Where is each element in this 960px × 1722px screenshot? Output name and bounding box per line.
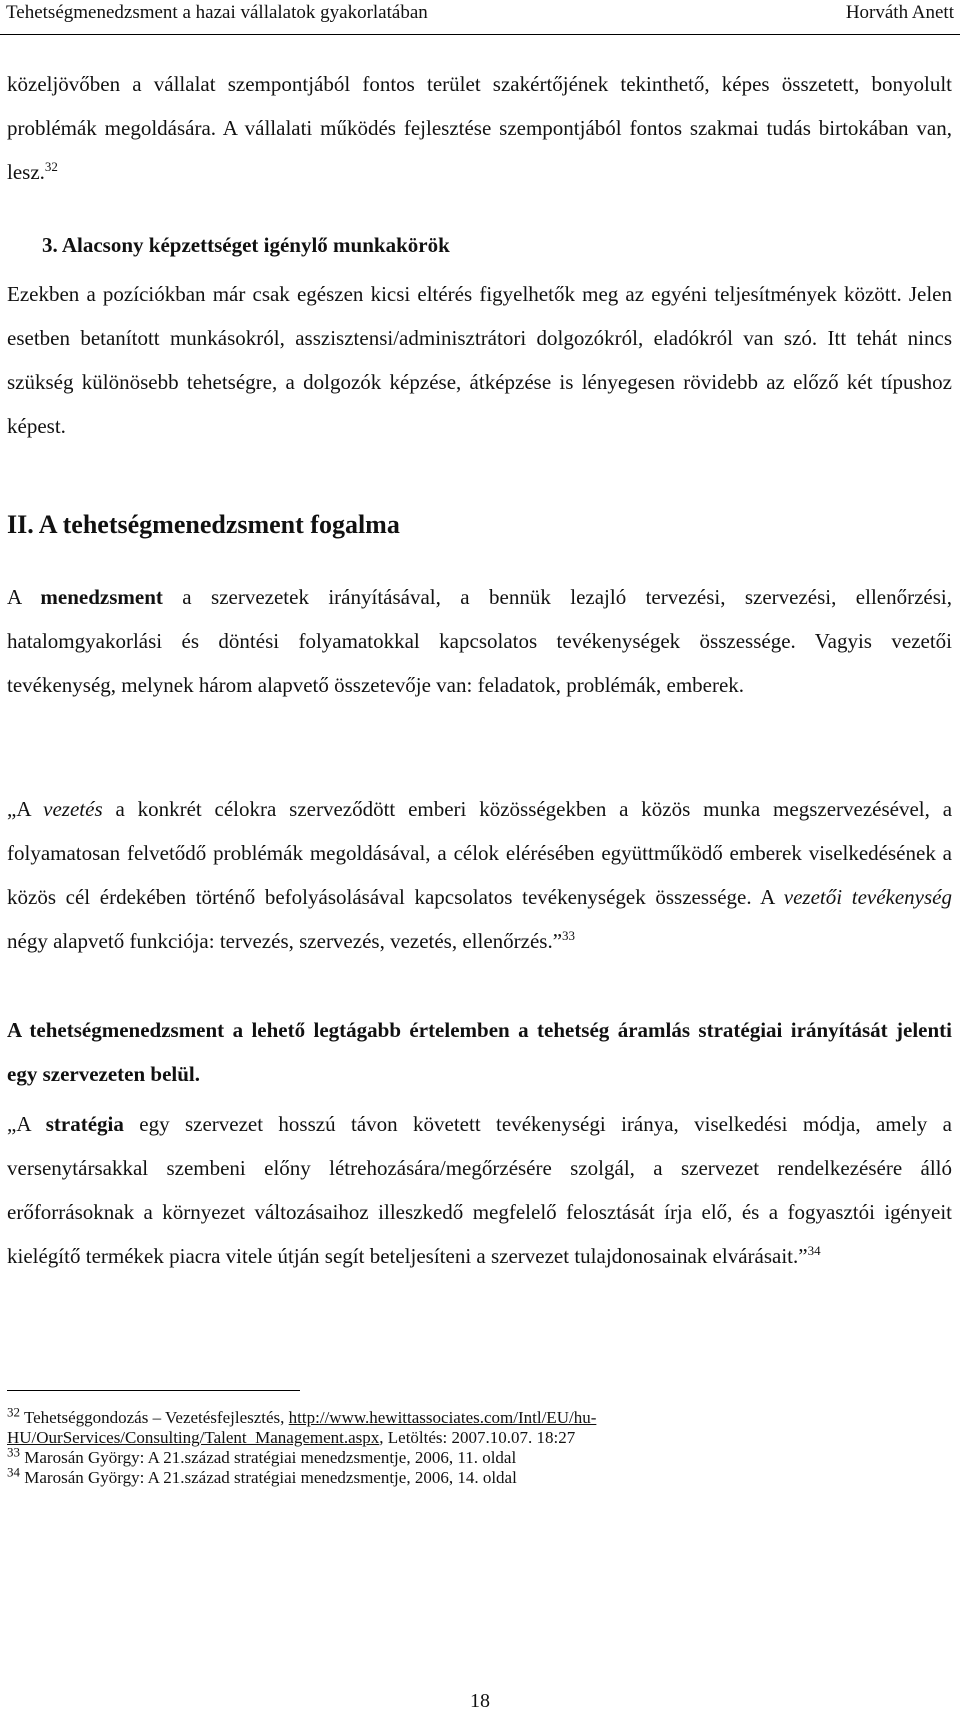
term-management: menedzsment — [40, 585, 163, 609]
footnote-number: 34 — [7, 1464, 20, 1480]
paragraph-talent-management-definition: A tehetségmenedzsment a lehető legtágabb értelemben a tehetség áramlás stratégiai irányítását jelenti egy szervezeten belül. — [7, 1018, 952, 1086]
section-heading-3: 3. Alacsony képzettséget igénylő munkakörök — [42, 233, 450, 257]
paragraph-management-definition — [7, 575, 952, 707]
footnote-32 — [7, 1404, 952, 1448]
running-header — [0, 0, 960, 35]
text-run: a szervezetek irányításával, a bennük lezajló tervezési, szervezési, ellenőrzési, hatalomgyakorlási és döntési folyamatokkal kapcsolatos tevékenységek összessége. Vagyis vezetői tevékenység, melynek három alapvető összetevője van: feladatok, problémák, emberek. — [7, 585, 952, 697]
footnote-separator — [7, 1390, 300, 1391]
text-run: a konkrét célokra szerveződött emberi közösségekben a közös munka megszervezésével, a folyamatosan felvetődő problémák megoldásával, a célok elérésében együttműködő emberek viselkedésének a közös cél érdekében történő befolyásolásával kapcsolatos tevékenységek összessége. A — [7, 797, 953, 909]
footnote-33 — [7, 1444, 952, 1468]
page-number: 18 — [470, 1690, 490, 1712]
term-leadership: vezetés — [43, 797, 103, 821]
footnote-text: Marosán György: A 21.század stratégiai menedzsmentje, 2006, 14. oldal — [20, 1468, 517, 1487]
footnote-text: , Letöltés: 2007.10.07. 18:27 — [379, 1428, 576, 1447]
header-author: Horváth Anett — [845, 2, 954, 23]
term-strategy: stratégia — [45, 1112, 124, 1136]
text-run: „A — [7, 797, 44, 821]
text-run: egy szervezet hosszú távon követett tevékenységi iránya, viselkedési módja, amely a versenytársakkal szembeni előny létrehozására/megőrzésére szolgál, a szervezet rendelkezésére álló erőforrásoknak a környezet változásaihoz illeszkedő megfelelő felosztását írja elő, és a fogyasztói igényeit kielégítő termékek piacra vitele útján segít beteljesíteni a szervezet tulajdonosainak elvárásait.” — [7, 1112, 953, 1268]
footnote-ref[interactable]: 32 — [44, 159, 58, 174]
footnote-number: 32 — [7, 1404, 20, 1420]
text-run: A — [7, 585, 41, 609]
footnote-34 — [7, 1464, 952, 1488]
footnote-ref[interactable]: 33 — [562, 928, 576, 943]
term-leadership-activity: vezetői tevékenység — [783, 885, 952, 909]
footnote-link[interactable]: http://www.hewittassociates.com/Intl/EU/hu-HU/OurServices/Consulting/Talent_Management.aspx — [7, 1408, 597, 1447]
paragraph-intro — [7, 62, 952, 194]
chapter-heading: II. A tehetségmenedzsment fogalma — [7, 510, 400, 539]
text-run: „A — [7, 1112, 46, 1136]
paragraph-leadership-quote — [7, 787, 952, 963]
footnote-text: Marosán György: A 21.század stratégiai menedzsmentje, 2006, 11. oldal — [20, 1448, 517, 1467]
text-run: négy alapvető funkciója: tervezés, szervezés, vezetés, ellenőrzés.” — [7, 929, 563, 953]
footnote-ref[interactable]: 34 — [807, 1243, 821, 1258]
footnote-number: 33 — [7, 1444, 20, 1460]
footnote-text: Tehetséggondozás – Vezetésfejlesztés, — [20, 1408, 289, 1427]
paragraph-section3: Ezekben a pozíciókban már csak egészen kicsi eltérés figyelhetők meg az egyéni teljesítmények között. Jelen esetben betanított munkásokról, asszisztensi/adminisztrátori dolgozókról, eladókról van szó. Itt tehát nincs szükség különösebb tehetségre, a dolgozók képzése, átképzése is lényegesen rövidebb az előző két típushoz képest. — [7, 282, 952, 438]
paragraph-strategy-quote — [7, 1102, 952, 1278]
paragraph-text: közeljövőben a vállalat szempontjából fontos terület szakértőjének tekinthető, képes összetett, bonyolult problémák megoldására. A vállalati működés fejlesztése szempontjából fontos szakmai tudás birtokában van, lesz. — [7, 72, 952, 184]
header-title: Tehetségmenedzsment a hazai vállalatok gyakorlatában — [6, 2, 428, 23]
